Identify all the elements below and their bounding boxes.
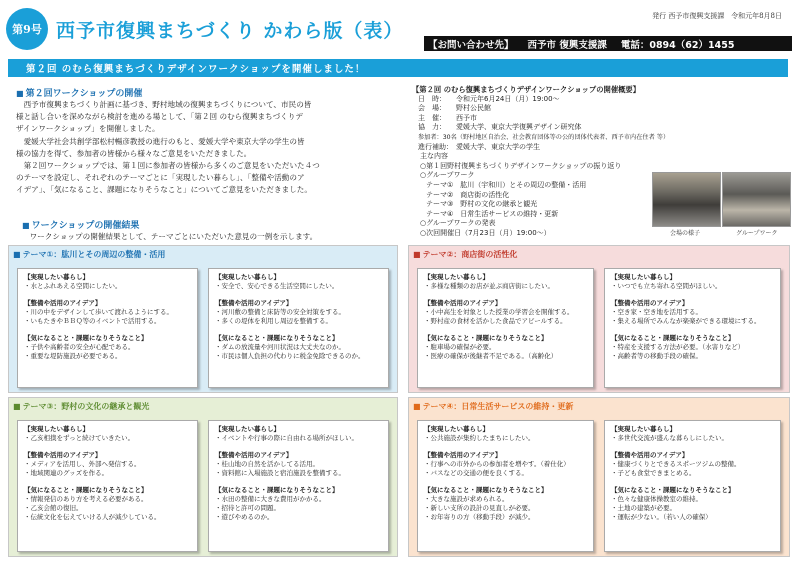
opinion-category: 【実現したい暮らし】 — [424, 273, 489, 281]
opinion-item: ・多世代交流が盛んな暮らしにしたい。 — [611, 434, 728, 442]
detail-row: 参加者： 30名（野村地区自治会、社会教育団体等の公的団体代表者、西予市内在住者 等） — [418, 133, 670, 141]
opinion-item: ・子ども食堂できまとめる。 — [611, 469, 696, 477]
body-line: ザインワークショップ」を開催しました。 — [16, 124, 160, 134]
theme-title: ■ テーマ②：商店街の活性化 — [413, 249, 517, 260]
opinion-category: 【気になること・課題になりそうなこと】 — [24, 486, 148, 494]
opinion-item: ・乙亥相撲をずっと続けていきたい。 — [24, 434, 135, 442]
groupwork-photo — [722, 172, 791, 227]
program-item: テーマ① 肱川（宇和川）とその周辺の整備・活用 — [426, 180, 587, 189]
section1-body — [16, 99, 408, 197]
opinion-category: 【実現したい暮らし】 — [611, 425, 676, 433]
opinion-item: ・新しい支所の設計の見直しが必要。 — [424, 504, 535, 512]
opinion-card — [208, 420, 389, 552]
detail-row: 日 時： 令和元年6月24日（月）19:00～ — [418, 94, 560, 103]
opinion-item: ・いつでも立ち寄れる空間がほしい。 — [611, 282, 722, 290]
opinion-item: ・空き家・空き地を活用する。 — [611, 308, 702, 316]
opinion-item: ・運転が少ない。（若い人の確保） — [611, 513, 712, 521]
opinion-item: ・公共施設が集約したまちにしたい。 — [424, 434, 535, 442]
opinion-item: ・桂山地の自然を活かしてる活用。 — [215, 460, 319, 468]
opinion-item: ・河川敷の整備と床防等の安全対策をする。 — [215, 308, 345, 316]
program-item: ○第１回野村復興まちづくりデザインワークショップの振り返り — [420, 161, 622, 170]
body-line: 第２回ワークショップでは、第１回に参加者の皆様から多くのご意見をいただいた４つ — [16, 161, 320, 171]
opinion-item: ・お年寄りの方（移動手段）が減少。 — [424, 513, 535, 521]
opinion-item: ・地域関連のグッズを作る。 — [24, 469, 109, 477]
opinion-item: ・いもたきやＢＢＱ等のイベントで活用する。 — [24, 317, 161, 325]
body-line: 西予市復興まちづくり計画に基づき、野村地域の復興まちづくりについて、市民の皆 — [16, 100, 312, 109]
opinion-item: ・市民は個人負担の代わりに税金免除できるのか。 — [215, 352, 365, 360]
publish-date: 令和元年8月8日 — [731, 12, 782, 20]
details-title: 【第２回 のむら復興まちづくりデザインワークショップの開催概要】 — [412, 85, 641, 94]
body-line: 愛媛大学社会共創学部松村暢彦教授の進行のもと、愛媛大学や東京大学の学生の皆 — [16, 136, 305, 146]
opinion-category: 【整備や活用のアイデア】 — [611, 451, 689, 459]
detail-row: 会 場： 野村公民館 — [418, 104, 491, 113]
theme-block — [408, 245, 790, 393]
opinion-category: 【気になること・課題になりそうなこと】 — [424, 334, 548, 342]
contact-label: 【お問い合わせ先】 — [428, 39, 514, 51]
opinion-category: 【実現したい暮らし】 — [24, 425, 89, 433]
detail-row: 主 催： 西予市 — [418, 113, 477, 122]
opinion-item: ・駐車場の確保が必要。 — [424, 343, 496, 351]
opinion-item: ・高齢者等の移動手段の確保。 — [611, 352, 702, 360]
opinion-item: ・ダムの放流量や河川状況は大丈夫なのか。 — [215, 343, 345, 351]
opinion-item: ・安全で、安心できる生活空間にしたい。 — [215, 282, 339, 290]
theme-title: ■ テーマ④：日常生活サービスの維持・更新 — [413, 401, 573, 412]
opinion-item: ・医療の確保が後継者不足である。（高齢化） — [424, 352, 558, 360]
opinion-category: 【整備や活用のアイデア】 — [24, 451, 102, 459]
contact-bar — [424, 36, 792, 51]
opinion-item: ・遊びやめるのか。 — [215, 513, 274, 521]
theme-block — [8, 245, 398, 393]
body-line: イデア」、「気になること、課題になりそうなこと」についてご意見をいただきました。 — [16, 185, 312, 195]
opinion-item: ・乙亥会館の復旧。 — [24, 504, 83, 512]
opinion-card — [17, 420, 198, 552]
opinion-category: 【気になること・課題になりそうなこと】 — [24, 334, 148, 342]
opinion-category: 【実現したい暮らし】 — [24, 273, 89, 281]
body-line: 様と話し合いを深めながら検討を進める場として、「第２回 のむら復興まちづくりデ — [16, 112, 303, 122]
program-label: 主な内容 — [420, 152, 448, 161]
issue-badge: 第9号 — [6, 8, 48, 50]
opinion-item: ・色々な健康体操教室の維持。 — [611, 495, 702, 503]
opinion-category: 【気になること・課題になりそうなこと】 — [215, 334, 339, 342]
body-line: のテーマを設定し、それぞれのテーマごとに「実現したい暮らし」、「整備や活動のア — [16, 173, 305, 183]
opinion-category: 【気になること・課題になりそうなこと】 — [215, 486, 339, 494]
opinion-category: 【実現したい暮らし】 — [424, 425, 489, 433]
opinion-item: ・水田の整備に大きな費用がかかる。 — [215, 495, 326, 503]
program-item: ○グループワーク — [420, 171, 475, 180]
opinion-item: ・多様な種類のお店が並ぶ商店街にしたい。 — [424, 282, 554, 290]
opinion-item: ・子供や高齢者の安全が心配である。 — [24, 343, 135, 351]
opinion-category: 【実現したい暮らし】 — [215, 425, 280, 433]
opinion-card — [604, 420, 781, 552]
program-item: ○グループワークの発表 — [420, 219, 496, 228]
opinion-category: 【整備や活用のアイデア】 — [424, 299, 502, 307]
opinion-category: 【整備や活用のアイデア】 — [24, 299, 102, 307]
opinion-item: ・多くの堤体を利用し周辺を整備する。 — [215, 317, 332, 325]
opinion-item: ・野村産の食材を活かした食品でアピールする。 — [424, 317, 567, 325]
opinion-item: ・集える場所でみんなが楽楽ができる環境にする。 — [611, 317, 761, 325]
section2-body: ワークショップの開催結果として、テーマごとにいただいた意見の一例を示します。 — [22, 232, 318, 241]
opinion-item: ・伝統文化を伝えていける人が減少している。 — [24, 513, 161, 521]
program-item: テーマ② 商店街の活性化 — [426, 190, 510, 199]
opinion-item: ・メディアを活用し、外部へ発信する。 — [24, 460, 141, 468]
opinion-category: 【整備や活用のアイデア】 — [215, 299, 293, 307]
opinion-item: ・土地の建築が必要。 — [611, 504, 676, 512]
opinion-card — [208, 268, 389, 388]
opinion-item: ・川の中をデザインして歩いて渡れるようにする。 — [24, 308, 174, 316]
opinion-category: 【整備や活用のアイデア】 — [424, 451, 502, 459]
opinion-category: 【整備や活用のアイデア】 — [215, 451, 293, 459]
opinion-item: ・小中高生を対象とした授業の学習会を開催する。 — [424, 308, 574, 316]
contact-phone: 電話：0894（62）1455 — [620, 39, 735, 51]
program-item: テーマ③ 野村の文化の継承と観光 — [426, 200, 538, 209]
opinion-item: ・イベントや行事の際に自由れる場所がほしい。 — [215, 434, 358, 442]
theme-title: ■ テーマ③：野村の文化の継承と観光 — [13, 401, 149, 412]
opinion-item: ・水とふれあえる空間にしたい。 — [24, 282, 122, 290]
opinion-category: 【実現したい暮らし】 — [215, 273, 280, 281]
opinion-card — [417, 420, 594, 552]
theme-title: ■ テーマ①：肱川とその周辺の整備・活用 — [13, 249, 165, 260]
section2-heading: ■ ワークショップの開催結果 — [22, 218, 139, 231]
opinion-category: 【気になること・課題になりそうなこと】 — [611, 486, 735, 494]
opinion-item: ・重要な堤防施設が必要である。 — [24, 352, 122, 360]
opinion-category: 【気になること・課題になりそうなこと】 — [611, 334, 735, 342]
contact-dept: 西予市 復興支援課 — [527, 39, 607, 51]
opinion-item: ・特産を支援する方法が必要。（水害りなど） — [611, 343, 745, 351]
opinion-item: ・大きな施設が求められる。 — [424, 495, 509, 503]
opinion-card — [604, 268, 781, 388]
body-line: 様の協力を得て、参加者の皆様から様々なご意見をいただきました。 — [16, 148, 252, 158]
opinion-category: 【気になること・課題になりそうなこと】 — [424, 486, 548, 494]
newsletter-title: 西予市復興まちづくり かわら版（表） — [56, 20, 404, 42]
program-item: ○次回開催日（7月23日（月）19:00～） — [420, 228, 551, 237]
opinion-item: ・行事への市外からの参加者を増やす。（着仕化） — [424, 460, 570, 468]
groupwork-photo-caption: グループワーク — [736, 230, 778, 237]
program-item: テーマ④ 日常生活サービスの維持・更新 — [426, 209, 559, 218]
workshop-details — [412, 85, 670, 239]
headline-banner: 第２回 のむら復興まちづくりデザインワークショップを開催しました！ — [8, 59, 788, 77]
theme-block — [408, 397, 790, 557]
opinion-card — [417, 268, 594, 388]
publisher: 発行 西予市復興支援課 — [652, 12, 725, 20]
opinion-item: ・バスなどの交通の便を良くする。 — [424, 469, 528, 477]
opinion-category: 【実現したい暮らし】 — [611, 273, 676, 281]
venue-photo-caption: 会場の様子 — [670, 230, 701, 237]
venue-photo — [652, 172, 721, 227]
section1-heading: ■ 第２回ワークショップの開催 — [16, 86, 142, 99]
opinion-item: ・健康づくりとできるスポーツジムの整備。 — [611, 460, 741, 468]
opinion-card — [17, 268, 198, 388]
opinion-category: 【整備や活用のアイデア】 — [611, 299, 689, 307]
publisher-info — [652, 11, 782, 21]
opinion-item: ・招待と許可の問題。 — [215, 504, 280, 512]
opinion-item: ・情報発信のあり方を考える必要がある。 — [24, 495, 148, 503]
detail-row: 協 力： 愛媛大学、東京大学復興デザイン研究体 — [418, 123, 582, 132]
opinion-item: ・資料館に入場施設と宿泊施設を整備する。 — [215, 469, 345, 477]
theme-block — [8, 397, 398, 557]
detail-row: 進行補助： 愛媛大学、東京大学の学生 — [418, 142, 540, 151]
